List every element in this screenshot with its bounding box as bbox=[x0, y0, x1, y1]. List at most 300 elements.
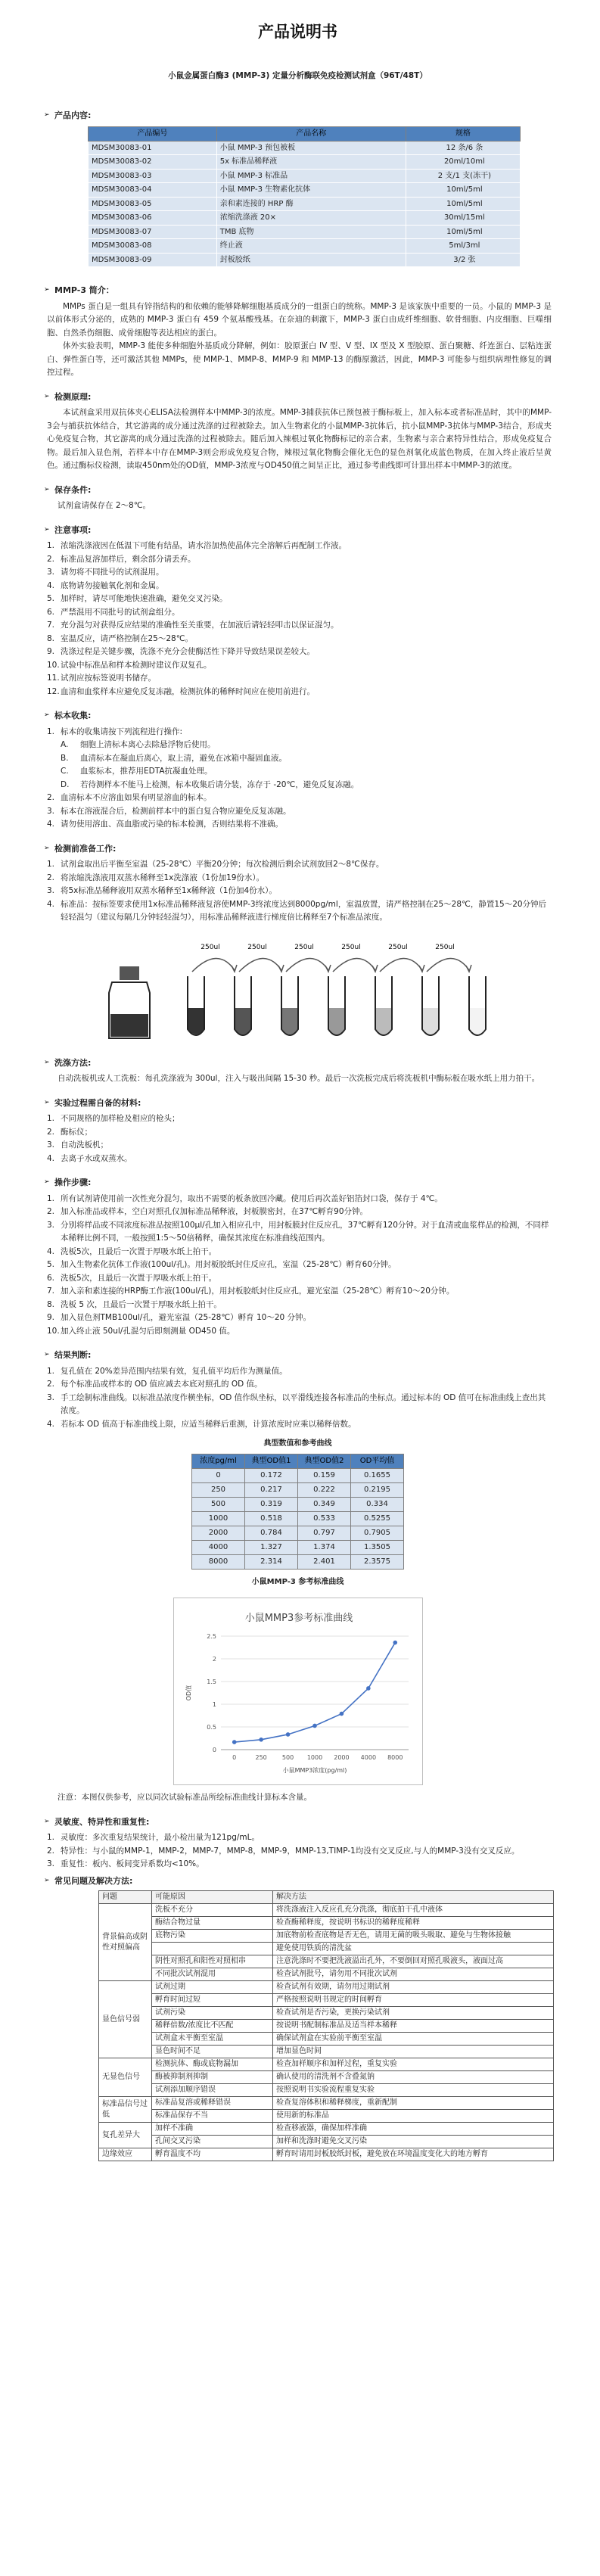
faq-solution: 检查复溶体积和稀释梯度，重新配制 bbox=[273, 2097, 554, 2110]
item-number: 3. bbox=[47, 1392, 55, 1402]
specs-list bbox=[47, 1831, 552, 1871]
section-heading: 检测原理: bbox=[54, 391, 92, 402]
list-item bbox=[47, 1378, 552, 1392]
item-text: 不同规格的加样枪及相应的枪头； bbox=[61, 1114, 180, 1123]
table-cell: 12 条/6 条 bbox=[406, 141, 520, 155]
arrow-bullet-icon: ➢ bbox=[44, 1178, 50, 1186]
faq-solution: 加样和洗涤时避免交叉污染 bbox=[273, 2136, 554, 2148]
y-tick-label: 1.5 bbox=[206, 1678, 216, 1685]
tube-icon bbox=[375, 976, 392, 1035]
table-row bbox=[99, 1917, 554, 1930]
list-item bbox=[47, 1365, 552, 1379]
item-text: 请勿使用溶血、高血脂或污染的标本检测，否则结果将不准确。 bbox=[61, 820, 283, 829]
table-cell: 20ml/10ml bbox=[406, 155, 520, 170]
item-text: 酶标仪； bbox=[61, 1127, 92, 1137]
table-row bbox=[89, 197, 521, 211]
table-cell: 0.7905 bbox=[351, 1526, 404, 1540]
item-text: 洗板5次，且最后一次置于厚吸水纸上拍干。 bbox=[61, 1246, 217, 1256]
results-list bbox=[47, 1365, 552, 1432]
list-item bbox=[47, 633, 552, 646]
intro-paragraph: 体外实验表明，MMP-3 能使多种细胞外基质成分降解，例如：胶原蛋白 IV 型、V 型、IX 型及 X 型胶原、蛋白聚糖、纤连蛋白、层粘连蛋白、弹性蛋白等，还可激活其他 MMPs，使 MMP-1、MMP-8、MMP-9 和 MMP-13 的酶原激活，因此，MMP-3 可能参与组织病理性修复的调控过程。 bbox=[47, 341, 552, 377]
sub-text: 血浆标本，推荐用EDTA抗凝血处理。 bbox=[80, 767, 213, 776]
faq-cause: 不同批次试剂混用 bbox=[152, 1968, 273, 1981]
item-text: 底物请勿接触氧化剂和金属。 bbox=[61, 580, 164, 590]
item-text: 若标本 OD 值高于标准曲线上限，应适当稀释后重测，计算浓度时应乘以稀释倍数。 bbox=[61, 1419, 356, 1429]
section-heading: 检测前准备工作: bbox=[54, 843, 117, 854]
x-tick-label: 250 bbox=[255, 1754, 267, 1761]
faq-problem: 背景偏高或阴性对照偏高 bbox=[99, 1904, 152, 1981]
table-cell: 0.5255 bbox=[351, 1511, 404, 1526]
product-subtitle: 小鼠金属蛋白酶3 (MMP-3) 定量分析酶联免疫检测试剂盒（96T/48T） bbox=[168, 71, 427, 80]
product-table bbox=[88, 126, 521, 267]
table-cell: 小鼠 MMP-3 生物素化抗体 bbox=[216, 183, 406, 198]
section-heading: 保存条件: bbox=[54, 484, 92, 495]
list-item bbox=[47, 686, 552, 699]
table-cell: 0.2195 bbox=[351, 1482, 404, 1497]
faq-cause: 孵育时间过短 bbox=[152, 1994, 273, 2007]
item-number: 3. bbox=[47, 886, 55, 895]
volume-label: 250ul bbox=[247, 943, 267, 951]
table-cell: 小鼠 MMP-3 预包被板 bbox=[216, 141, 406, 155]
item-number: 1. bbox=[47, 860, 55, 869]
faq-solution: 检查试剂有效期，请勿用过期试剂 bbox=[273, 1981, 554, 1994]
table-row bbox=[99, 2033, 554, 2046]
sub-item bbox=[61, 779, 552, 792]
item-text: 浓缩洗涤液因在低温下可能有结晶，请水浴加热使晶体完全溶解后再配制工作液。 bbox=[61, 541, 347, 550]
item-text: 室温反应，请严格控制在25～28℃。 bbox=[61, 633, 194, 643]
x-tick-label: 500 bbox=[281, 1754, 294, 1761]
table-cell: 0.319 bbox=[245, 1497, 298, 1511]
table-cell: 0.217 bbox=[245, 1482, 298, 1497]
volume-label: 250ul bbox=[341, 943, 361, 951]
arrow-bullet-icon: ➢ bbox=[44, 844, 50, 852]
section-specs bbox=[44, 1815, 552, 1871]
faq-problem: 复孔差异大 bbox=[99, 2123, 152, 2148]
faq-cause: 底物污染 bbox=[152, 1930, 273, 1943]
table-cell: 5ml/3ml bbox=[406, 239, 520, 254]
table-cell: 3/2 张 bbox=[406, 253, 520, 267]
faq-cause: 标准品保存不当 bbox=[152, 2110, 273, 2123]
item-text: 洗板 5 次，且最后一次置于厚吸水纸上拍干。 bbox=[61, 1299, 222, 1309]
list-item bbox=[47, 1112, 552, 1126]
sub-item bbox=[61, 765, 552, 779]
table-row bbox=[99, 2097, 554, 2110]
list-item bbox=[47, 1285, 552, 1299]
table-cell: 4000 bbox=[192, 1540, 245, 1554]
item-number: 3. bbox=[47, 568, 55, 577]
arrow-bullet-icon: ➢ bbox=[44, 110, 50, 119]
table-row bbox=[99, 2110, 554, 2123]
table-cell: 30ml/15ml bbox=[406, 211, 520, 226]
item-text: 充分混匀对获得反应结果的准确性至关重要，在加液后请轻轻叩击以保证混匀。 bbox=[61, 621, 339, 630]
table-cell: 0.518 bbox=[245, 1511, 298, 1526]
section-heading: MMP-3 简介： bbox=[54, 285, 114, 295]
item-text: 洗板5次，且最后一次置于厚吸水纸上拍干。 bbox=[61, 1273, 217, 1283]
faq-solution: 确保试剂盒在实验前平衡至室温 bbox=[273, 2033, 554, 2046]
table-header: OD平均值 bbox=[351, 1454, 404, 1468]
item-number: 8. bbox=[47, 633, 55, 643]
table-cell: MDSM30083-01 bbox=[89, 141, 217, 155]
section-intro bbox=[44, 284, 552, 380]
faq-problem: 标准品信号过低 bbox=[99, 2097, 152, 2123]
list-item bbox=[47, 805, 552, 819]
list-item bbox=[47, 792, 552, 805]
faq-solution: 按照说明书实验流程重复实验 bbox=[273, 2084, 554, 2097]
section-heading: 操作步骤: bbox=[54, 1178, 92, 1187]
table-cell: 500 bbox=[192, 1497, 245, 1511]
item-number: 5. bbox=[47, 1260, 55, 1269]
table-header: 典型OD值2 bbox=[298, 1454, 351, 1468]
list-item bbox=[47, 885, 552, 898]
item-text: 加入显色剂TMB100ul/孔，避光室温（25-28℃）孵育 10～20 分钟。 bbox=[61, 1313, 312, 1322]
list-item bbox=[47, 1299, 552, 1312]
table-header: 解决方法 bbox=[273, 1891, 554, 1904]
list-item bbox=[47, 1246, 552, 1259]
data-point bbox=[366, 1686, 371, 1691]
list-item bbox=[47, 818, 552, 832]
item-text: 灵敏度：多次重复结果统计，最小检出量为121pg/mL。 bbox=[61, 1833, 260, 1842]
transfer-arrow bbox=[239, 958, 281, 972]
table-row bbox=[89, 169, 521, 183]
table-cell: 10ml/5ml bbox=[406, 197, 520, 211]
chart-title: 小鼠MMP3参考标准曲线 bbox=[244, 1613, 353, 1624]
transfer-arrow bbox=[192, 958, 235, 972]
faq-cause: 检测抗体、酶或底物漏加 bbox=[152, 2058, 273, 2071]
faq-cause bbox=[152, 1943, 273, 1955]
sub-letter: C. bbox=[61, 767, 69, 776]
data-point bbox=[312, 1724, 317, 1728]
data-point bbox=[285, 1732, 290, 1737]
list-item bbox=[47, 580, 552, 593]
chart-caption: 小鼠MMP-3 参考标准曲线 bbox=[251, 1577, 344, 1586]
item-text: 所有试剂请使用前一次性充分混匀，取出不需要的板条放回冷藏。使用后再次盖好铝箔封口袋，保存于 4℃。 bbox=[61, 1193, 443, 1203]
item-number: 4. bbox=[47, 1419, 55, 1429]
tube-icon bbox=[422, 976, 439, 1035]
item-text: 加入亲和素连接的HRP酶工作液(100ul/孔)，用封板胶纸封住反应孔，避光室温（25-28℃）孵育10～20分钟。 bbox=[61, 1286, 455, 1296]
y-tick-label: 2.5 bbox=[206, 1633, 216, 1640]
faq-cause: 试剂过期 bbox=[152, 1981, 273, 1994]
faq-problem: 边缘效应 bbox=[99, 2148, 152, 2161]
list-item bbox=[47, 1219, 552, 1246]
table-row bbox=[99, 1955, 554, 1968]
storage-text: 试剂盒请保存在 2～8℃。 bbox=[58, 501, 151, 510]
table-row bbox=[192, 1468, 404, 1482]
section-storage bbox=[44, 484, 552, 513]
table-cell: 1000 bbox=[192, 1511, 245, 1526]
table-cell: MDSM30083-03 bbox=[89, 169, 217, 183]
table-row bbox=[89, 183, 521, 198]
sub-item bbox=[61, 739, 552, 752]
item-number: 9. bbox=[47, 1313, 55, 1322]
list-item bbox=[47, 726, 552, 792]
table-row bbox=[192, 1511, 404, 1526]
item-text: 血清和血浆样本应避免反复冻融，检测抗体的稀释时间应在使用前进行。 bbox=[61, 686, 315, 696]
faq-table bbox=[98, 1890, 554, 2161]
tube-icon bbox=[235, 976, 251, 1035]
table-cell: 0 bbox=[192, 1468, 245, 1482]
section-wash bbox=[44, 1056, 552, 1086]
table-header: 规格 bbox=[406, 127, 520, 142]
faq-problem: 显色信号弱 bbox=[99, 1981, 152, 2058]
table-cell: 0.533 bbox=[298, 1511, 351, 1526]
item-text: 特异性：与小鼠的MMP-1，MMP-2，MMP-7，MMP-8，MMP-9，MMP-13,TIMP-1均没有交叉反应,与人的MMP-3没有交叉反应。 bbox=[61, 1846, 520, 1856]
table-cell: 1.3505 bbox=[351, 1540, 404, 1554]
x-tick-label: 8000 bbox=[387, 1754, 403, 1761]
table-header: 产品编号 bbox=[89, 127, 217, 142]
item-number: 4. bbox=[47, 1246, 55, 1256]
faq-solution: 按说明书配制标准品及适当样本稀释 bbox=[273, 2020, 554, 2033]
table-row bbox=[99, 1968, 554, 1981]
arrow-bullet-icon: ➢ bbox=[44, 711, 50, 719]
table-cell: MDSM30083-04 bbox=[89, 183, 217, 198]
faq-solution: 严格按照说明书规定的时间孵育 bbox=[273, 1994, 554, 2007]
table-cell: 0.334 bbox=[351, 1497, 404, 1511]
wash-text: 自动洗板机或人工洗板：每孔洗涤液为 300ul，注入与吸出间隔 15-30 秒。最后一次洗板完成后将洗板机中酶标板在吸水纸上用力拍干。 bbox=[58, 1074, 540, 1083]
item-text: 标本的收集请按下列流程进行操作: bbox=[61, 726, 183, 736]
faq-cause: 孔间交叉污染 bbox=[152, 2136, 273, 2148]
table-row bbox=[192, 1540, 404, 1554]
faq-solution: 检查酶稀释度，按说明书标识的稀释度稀释 bbox=[273, 1917, 554, 1930]
table-cell: 2.401 bbox=[298, 1554, 351, 1569]
item-number: 1. bbox=[47, 1193, 55, 1203]
table-cell: 亲和素连接的 HRP 酶 bbox=[216, 197, 406, 211]
arrow-bullet-icon: ➢ bbox=[44, 485, 50, 493]
list-item bbox=[47, 1418, 552, 1432]
list-item bbox=[47, 593, 552, 606]
section-steps bbox=[44, 1176, 552, 1338]
faq-problem: 无显色信号 bbox=[99, 2058, 152, 2097]
item-text: 每个标准品或样本的 OD 值应减去本底对照孔的 OD 值。 bbox=[61, 1380, 263, 1389]
table-row bbox=[89, 211, 521, 226]
section-sample bbox=[44, 709, 552, 832]
list-item bbox=[47, 1272, 552, 1286]
item-text: 将5x标准品稀释液用双蒸水稀释至1x稀释液（1份加4份水）。 bbox=[61, 886, 277, 895]
table-header: 可能原因 bbox=[152, 1891, 273, 1904]
table-cell: 1.374 bbox=[298, 1540, 351, 1554]
table-cell: MDSM30083-05 bbox=[89, 197, 217, 211]
section-principle bbox=[44, 390, 552, 473]
section-heading: 结果判断: bbox=[54, 1350, 92, 1360]
table-cell: MDSM30083-06 bbox=[89, 211, 217, 226]
list-item bbox=[47, 1206, 552, 1219]
notes-list bbox=[47, 540, 552, 698]
data-point bbox=[259, 1738, 263, 1742]
table-cell: 1.327 bbox=[245, 1540, 298, 1554]
table-cell: 10ml/5ml bbox=[406, 183, 520, 198]
list-item bbox=[47, 1858, 552, 1871]
item-number: 3. bbox=[47, 1220, 55, 1230]
faq-solution: 将洗涤液注入反应孔充分洗涤，彻底拍干孔中液体 bbox=[273, 1904, 554, 1917]
chart-note: 注意：本图仅供参考，应以同次试验标准品所绘标准曲线计算标本含量。 bbox=[58, 1793, 312, 1802]
table-cell: MDSM30083-07 bbox=[89, 225, 217, 239]
faq-solution: 检查移液器，确保加样准确 bbox=[273, 2123, 554, 2136]
item-text: 去离子水或双蒸水。 bbox=[61, 1153, 132, 1163]
table-cell: TMB 底物 bbox=[216, 225, 406, 239]
table-cell: 小鼠 MMP-3 标准品 bbox=[216, 169, 406, 183]
faq-solution: 检查加样顺序和加样过程，重复实验 bbox=[273, 2058, 554, 2071]
item-text: 洗涤过程是关键步骤，洗涤不充分会使酶活性下降并导致结果误差较大。 bbox=[61, 647, 315, 656]
table-cell: 0.784 bbox=[245, 1526, 298, 1540]
list-item bbox=[47, 566, 552, 580]
item-text: 自动洗板机； bbox=[61, 1140, 108, 1150]
table-row bbox=[192, 1526, 404, 1540]
table-cell: MDSM30083-09 bbox=[89, 253, 217, 267]
table-row bbox=[99, 1981, 554, 1994]
list-item bbox=[47, 1311, 552, 1325]
faq-cause: 稀释倍数/浓度比不匹配 bbox=[152, 2020, 273, 2033]
transfer-arrow bbox=[380, 958, 422, 972]
table-header: 问题 bbox=[99, 1891, 152, 1904]
x-tick-label: 1000 bbox=[306, 1754, 322, 1761]
arrow-bullet-icon: ➢ bbox=[44, 1098, 50, 1106]
item-text: 加入标准品或样本，空白对照孔仅加标准品稀释液，封板膜密封，在37℃孵育90分钟。 bbox=[61, 1207, 368, 1216]
faq-solution: 注意洗涤时不要把洗液溢出孔外，不要倒回对照孔吸液头，液面过高 bbox=[273, 1955, 554, 1968]
item-number: 5. bbox=[47, 594, 55, 603]
item-number: 4. bbox=[47, 580, 55, 590]
list-item bbox=[47, 553, 552, 567]
x-tick-label: 0 bbox=[232, 1754, 236, 1761]
item-number: 11. bbox=[47, 674, 60, 683]
sub-letter: A. bbox=[61, 740, 69, 749]
item-number: 1. bbox=[47, 1833, 55, 1842]
volume-label: 250ul bbox=[435, 943, 455, 951]
table-cell: 浓缩洗涤液 20× bbox=[216, 211, 406, 226]
item-number: 8. bbox=[47, 1299, 55, 1309]
tube-icon bbox=[328, 976, 345, 1035]
section-heading: 产品内容: bbox=[54, 110, 92, 120]
item-text: 严禁混用不同批号的试剂盒组分。 bbox=[61, 607, 180, 617]
arrow-bullet-icon: ➢ bbox=[44, 1817, 50, 1825]
y-tick-label: 0 bbox=[212, 1747, 216, 1753]
item-number: 4. bbox=[47, 1153, 55, 1163]
list-item bbox=[47, 540, 552, 553]
faq-solution: 检查试剂批号，请勿用不同批次试剂 bbox=[273, 1968, 554, 1981]
list-item bbox=[47, 619, 552, 633]
list-item bbox=[47, 646, 552, 659]
item-text: 标准品复溶加样后，剩余部分请丢弃。 bbox=[61, 554, 196, 564]
faq-cause: 试剂污染 bbox=[152, 2007, 273, 2020]
list-item bbox=[47, 872, 552, 885]
item-text: 将浓缩洗涤液用双蒸水稀释至1x洗涤液（1份加19份水）。 bbox=[61, 873, 265, 882]
item-text: 试剂应按标签说明书储存。 bbox=[61, 674, 156, 683]
section-heading: 注意事项: bbox=[54, 524, 92, 535]
std-table-title: 典型数值和参考曲线 bbox=[263, 1439, 332, 1448]
table-row bbox=[99, 2071, 554, 2084]
table-cell: 2.314 bbox=[245, 1554, 298, 1569]
arrow-bullet-icon: ➢ bbox=[44, 286, 50, 294]
item-number: 3. bbox=[47, 1859, 55, 1868]
intro-paragraph: MMPs 蛋白是一组具有锌指结构的和依赖的能够降解细胞基质成分的一组蛋白的统称。MMP-3 是该家族中重要的一员。小鼠的 MMP-3 是以前体形式分泌的，成熟的 MMP-3 蛋白有 459 个氨基酸残基。在奈迪的刺激下，MMP-3 蛋白由成纤维细胞、软骨细胞、内皮细胞、巨噬细胞、自然杀伤细胞、成骨细胞等表达相应的蛋白。 bbox=[47, 301, 552, 338]
list-item bbox=[47, 1126, 552, 1140]
item-text: 分别将样品或不同浓度标准品按照100μl/孔加入相应孔中，用封板膜封住反应孔，37℃孵育120分钟。对于血清或血浆样品的检测，不同样本稀释比例不同，一般按照1:5～50倍稀释，确保其浓度在标准曲线范围内。 bbox=[61, 1220, 549, 1243]
faq-cause: 试剂添加顺序错误 bbox=[152, 2084, 273, 2097]
item-number: 9. bbox=[47, 647, 55, 656]
document-title: 产品说明书 bbox=[258, 23, 337, 41]
table-cell: 2.3575 bbox=[351, 1554, 404, 1569]
item-number: 7. bbox=[47, 621, 55, 630]
faq-cause: 标准品复溶或稀释错误 bbox=[152, 2097, 273, 2110]
table-cell: 250 bbox=[192, 1482, 245, 1497]
item-number: 3. bbox=[47, 806, 55, 816]
item-number: 2. bbox=[47, 873, 55, 882]
list-item bbox=[47, 1845, 552, 1859]
section-faq bbox=[44, 1874, 552, 2162]
sub-item bbox=[61, 752, 552, 766]
sub-text: 细胞上清标本离心去除悬浮物后使用。 bbox=[80, 740, 216, 749]
item-number: 4. bbox=[47, 820, 55, 829]
table-row bbox=[99, 2123, 554, 2136]
item-number: 2. bbox=[47, 793, 55, 802]
y-tick-label: 2 bbox=[212, 1656, 216, 1663]
faq-solution: 加底物前检查底物是否无色，请用无菌的吸头吸取、避免与生物体接触 bbox=[273, 1930, 554, 1943]
item-number: 10. bbox=[47, 1326, 60, 1336]
steps-list bbox=[47, 1193, 552, 1339]
table-row bbox=[99, 2020, 554, 2033]
item-number: 10. bbox=[47, 660, 60, 670]
transfer-arrow bbox=[427, 958, 469, 972]
table-row bbox=[89, 141, 521, 155]
table-cell: 封板胶纸 bbox=[216, 253, 406, 267]
arrow-bullet-icon: ➢ bbox=[44, 392, 50, 400]
section-heading: 标本收集: bbox=[54, 711, 92, 720]
prep-list bbox=[47, 858, 552, 925]
table-row bbox=[89, 225, 521, 239]
item-text: 复孔值在 20%差异范围内结果有效，复孔值平均后作为测量值。 bbox=[61, 1366, 288, 1376]
list-item bbox=[47, 659, 552, 673]
arrow-bullet-icon: ➢ bbox=[44, 1058, 50, 1066]
faq-cause: 阴性对照孔和阳性对照相串 bbox=[152, 1955, 273, 1968]
table-cell: 终止液 bbox=[216, 239, 406, 254]
sub-letter: D. bbox=[61, 779, 70, 789]
item-number: 2. bbox=[47, 554, 55, 564]
faq-cause: 洗板不充分 bbox=[152, 1904, 273, 1917]
data-point bbox=[232, 1740, 236, 1744]
section-heading: 洗涤方法: bbox=[54, 1057, 92, 1068]
arrow-bullet-icon: ➢ bbox=[44, 525, 50, 534]
faq-cause: 加样不准确 bbox=[152, 2123, 273, 2136]
y-tick-label: 1 bbox=[212, 1701, 216, 1708]
x-tick-label: 2000 bbox=[333, 1754, 350, 1761]
item-number: 6. bbox=[47, 1273, 55, 1283]
table-row bbox=[99, 2136, 554, 2148]
table-row bbox=[89, 155, 521, 170]
arrow-bullet-icon: ➢ bbox=[44, 1351, 50, 1358]
table-row bbox=[99, 2084, 554, 2097]
table-cell: 2 支/1 支(冻干) bbox=[406, 169, 520, 183]
volume-label: 250ul bbox=[388, 943, 408, 951]
standard-curve-chart bbox=[173, 1598, 423, 1785]
section-materials bbox=[44, 1097, 552, 1166]
table-header: 产品名称 bbox=[216, 127, 406, 142]
item-number: 1. bbox=[47, 541, 55, 550]
table-row bbox=[99, 1943, 554, 1955]
table-cell: 10ml/5ml bbox=[406, 225, 520, 239]
list-item bbox=[47, 898, 552, 925]
y-tick-label: 0.5 bbox=[206, 1724, 216, 1731]
table-cell: MDSM30083-02 bbox=[89, 155, 217, 170]
table-cell: 0.349 bbox=[298, 1497, 351, 1511]
item-number: 6. bbox=[47, 607, 55, 617]
arrow-bullet-icon: ➢ bbox=[44, 1876, 50, 1884]
chart-svg bbox=[174, 1598, 424, 1786]
item-number: 7. bbox=[47, 1286, 55, 1296]
list-item bbox=[47, 672, 552, 686]
tube-icon bbox=[188, 976, 204, 1035]
table-row bbox=[89, 239, 521, 254]
dilution-diagram bbox=[104, 932, 528, 1046]
item-number: 1. bbox=[47, 726, 55, 736]
table-cell: MDSM30083-08 bbox=[89, 239, 217, 254]
